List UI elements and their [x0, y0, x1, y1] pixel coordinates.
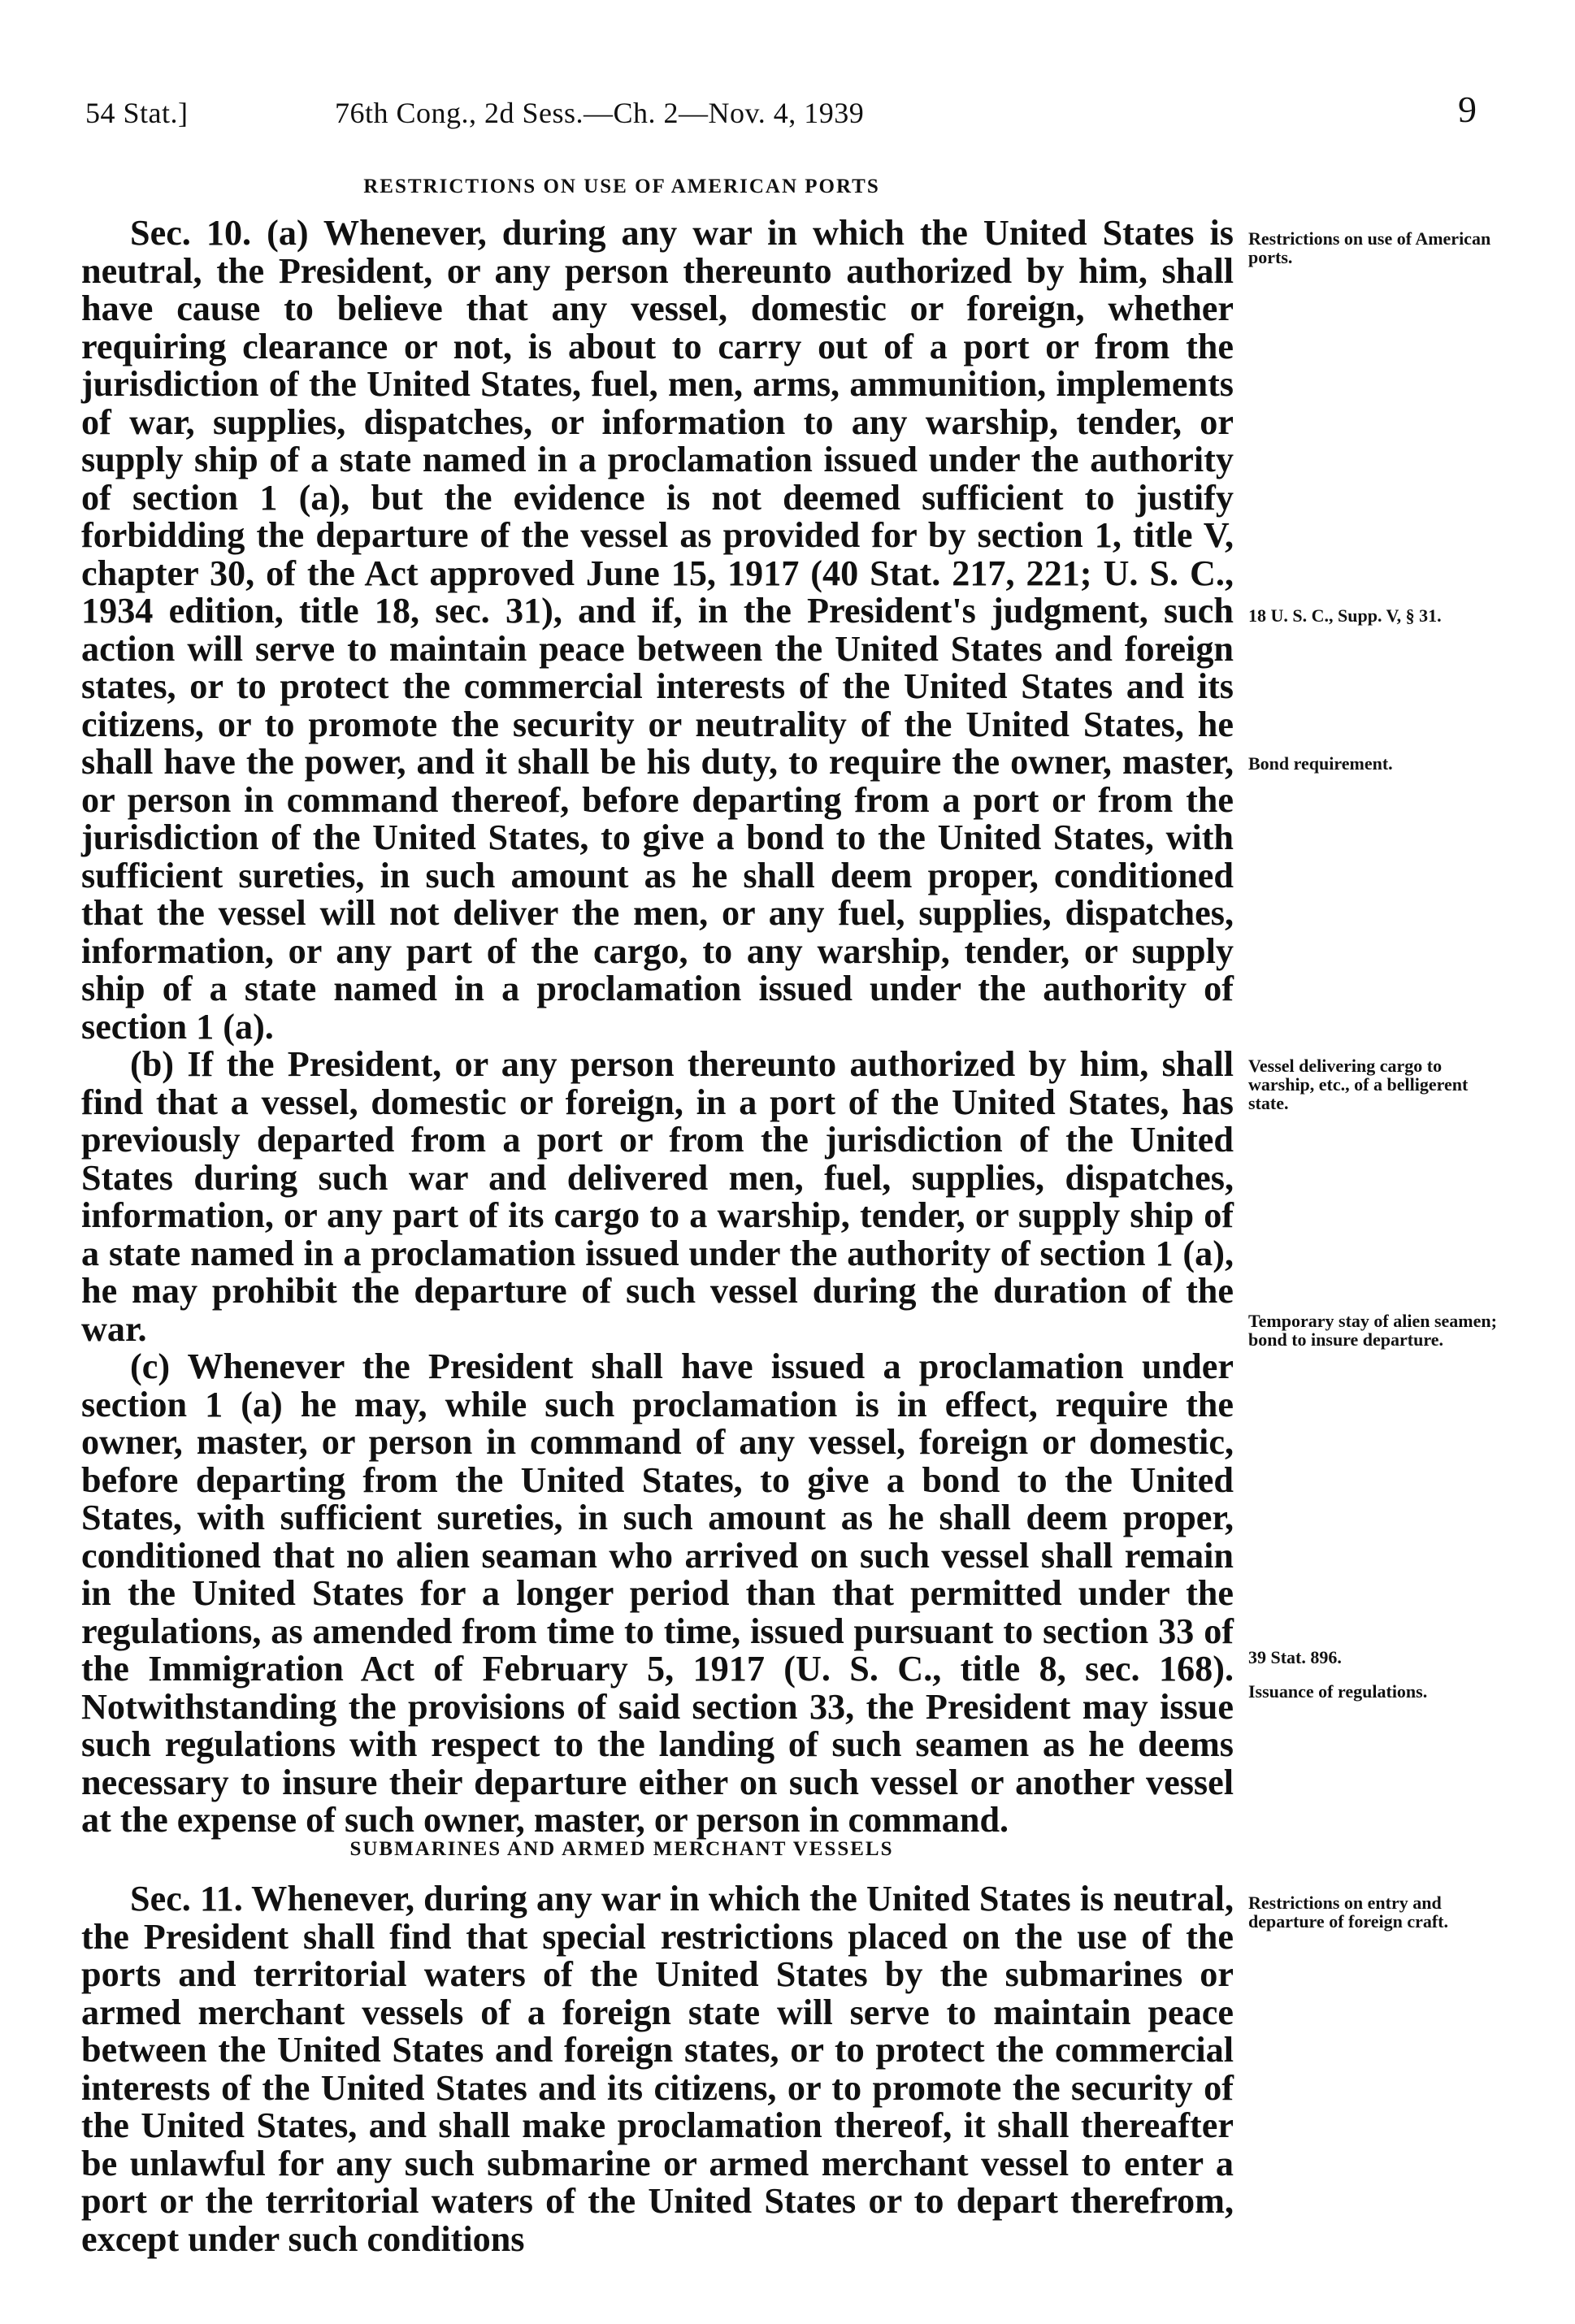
- margin-note-restrictions: Restrictions on use of American ports.: [1248, 228, 1491, 267]
- section-heading-submarines: SUBMARINES AND ARMED MERCHANT VESSELS: [349, 1838, 894, 1860]
- margin-note-vessel-delivering: Vessel delivering cargo to warship, etc., of a belligerent state.: [1248, 1056, 1469, 1113]
- header-session: 76th Cong., 2d Sess.—Ch. 2—Nov. 4, 1939: [335, 97, 865, 129]
- paragraph-sec10b: (b) If the President, or any person thereunto authorized by him, shall find that a vessel, domestic or foreign, in a port of the United States, has previously departed from a port or from the jurisdiction of the United States during such war and delivered men, fuel, supplies, dispatches, information, or any part of its cargo to a warship, tender, or supply ship of a state named in a proclamation issued under the authority of section 1 (a), he may prohibit the departure of such vessel during the duration of the war.: [81, 1044, 1234, 1349]
- margin-note-bond-requirement: Bond requirement.: [1248, 753, 1393, 774]
- margin-note-stat-citation: 39 Stat. 896.: [1248, 1647, 1342, 1667]
- section-heading-restrictions: RESTRICTIONS ON USE OF AMERICAN PORTS: [363, 176, 880, 197]
- margin-note-foreign-craft: Restrictions on entry and departure of foreign craft.: [1248, 1893, 1449, 1932]
- paragraph-sec10a: Sec. 10. (a) Whenever, during any war in which the United States is neutral, the President, or any person thereunto authorized by him, shall have cause to believe that any vessel, domestic or foreign, whether requiring clearance or not, is about to carry out of a port or from the jurisdiction of the United States, fuel, men, arms, ammunition, implements of war, supplies, dispatches, or information to any warship, tender, or supply ship of a state named in a proclamation issued under the authority of section 1 (a), but the evidence is not deemed sufficient to justify forbidding the departure of the vessel as provided for by section 1, title V, chapter 30, of the Act approved June 15, 1917 (40 Stat. 217, 221; U. S. C., 1934 edition, title 18, sec. 31), and if, in the President's judgment, such action will serve to maintain peace between the United States and foreign states, or to protect the commercial interests of the United States and its citizens, or to promote the security or neutrality of the United States, he shall have the power, and it shall be his duty, to require the owner, master, or person in command thereof, before departing from a port or from the jurisdiction of the United States, to give a bond to the United States, with sufficient sureties, in such amount as he shall deem proper, conditioned that the vessel will not deliver the men, or any fuel, supplies, dispatches, information, or any part of the cargo, to any warship, tender, or supply ship of a state named in a proclamation issued under the authority of section 1 (a).: [81, 213, 1234, 1047]
- body-restrictions: [81, 215, 1234, 1840]
- margin-note-usc-citation: 18 U. S. C., Supp. V, § 31.: [1248, 605, 1442, 626]
- header-volume: 54 Stat.]: [85, 97, 189, 129]
- margin-note-regulations: Issuance of regulations.: [1248, 1681, 1428, 1702]
- paragraph-sec11: Sec. 11. Whenever, during any war in which the United States is neutral, the President shall find that special restrictions placed on the use of the ports and territorial waters of the United States by the submarines or armed merchant vessels of a foreign state will serve to maintain peace between the United States and foreign states, or to protect the commercial interests of the United States and its citizens, or to promote the security of the United States, and shall make proclamation thereof, it shall thereafter be unlawful for any such submarine or armed merchant vessel to enter a port or the territorial waters of the United States or to depart therefrom, except under such conditions: [81, 1879, 1234, 2259]
- paragraph-sec10c: (c) Whenever the President shall have issued a proclamation under section 1 (a) he may, while such proclamation is in effect, require the owner, master, or person in command of any vessel, foreign or domestic, before departing from the United States, to give a bond to the United States, with sufficient sureties, in such amount as he shall deem proper, conditioned that no alien seaman who arrived on such vessel shall remain in the United States for a longer period than that permitted under the regulations, as amended from time to time, issued pursuant to section 33 of the Immigration Act of February 5, 1917 (U. S. C., title 8, sec. 168). Notwithstanding the provisions of said section 33, the President may issue such regulations with respect to the landing of such seamen as he deems necessary to insure their departure either on such vessel or another vessel at the expense of such owner, master, or person in command.: [81, 1346, 1234, 1840]
- body-submarines: [81, 1880, 1234, 2258]
- margin-note-temporary-stay: Temporary stay of alien seamen; bond to insure departure.: [1248, 1311, 1497, 1350]
- page-number: 9: [1458, 89, 1477, 130]
